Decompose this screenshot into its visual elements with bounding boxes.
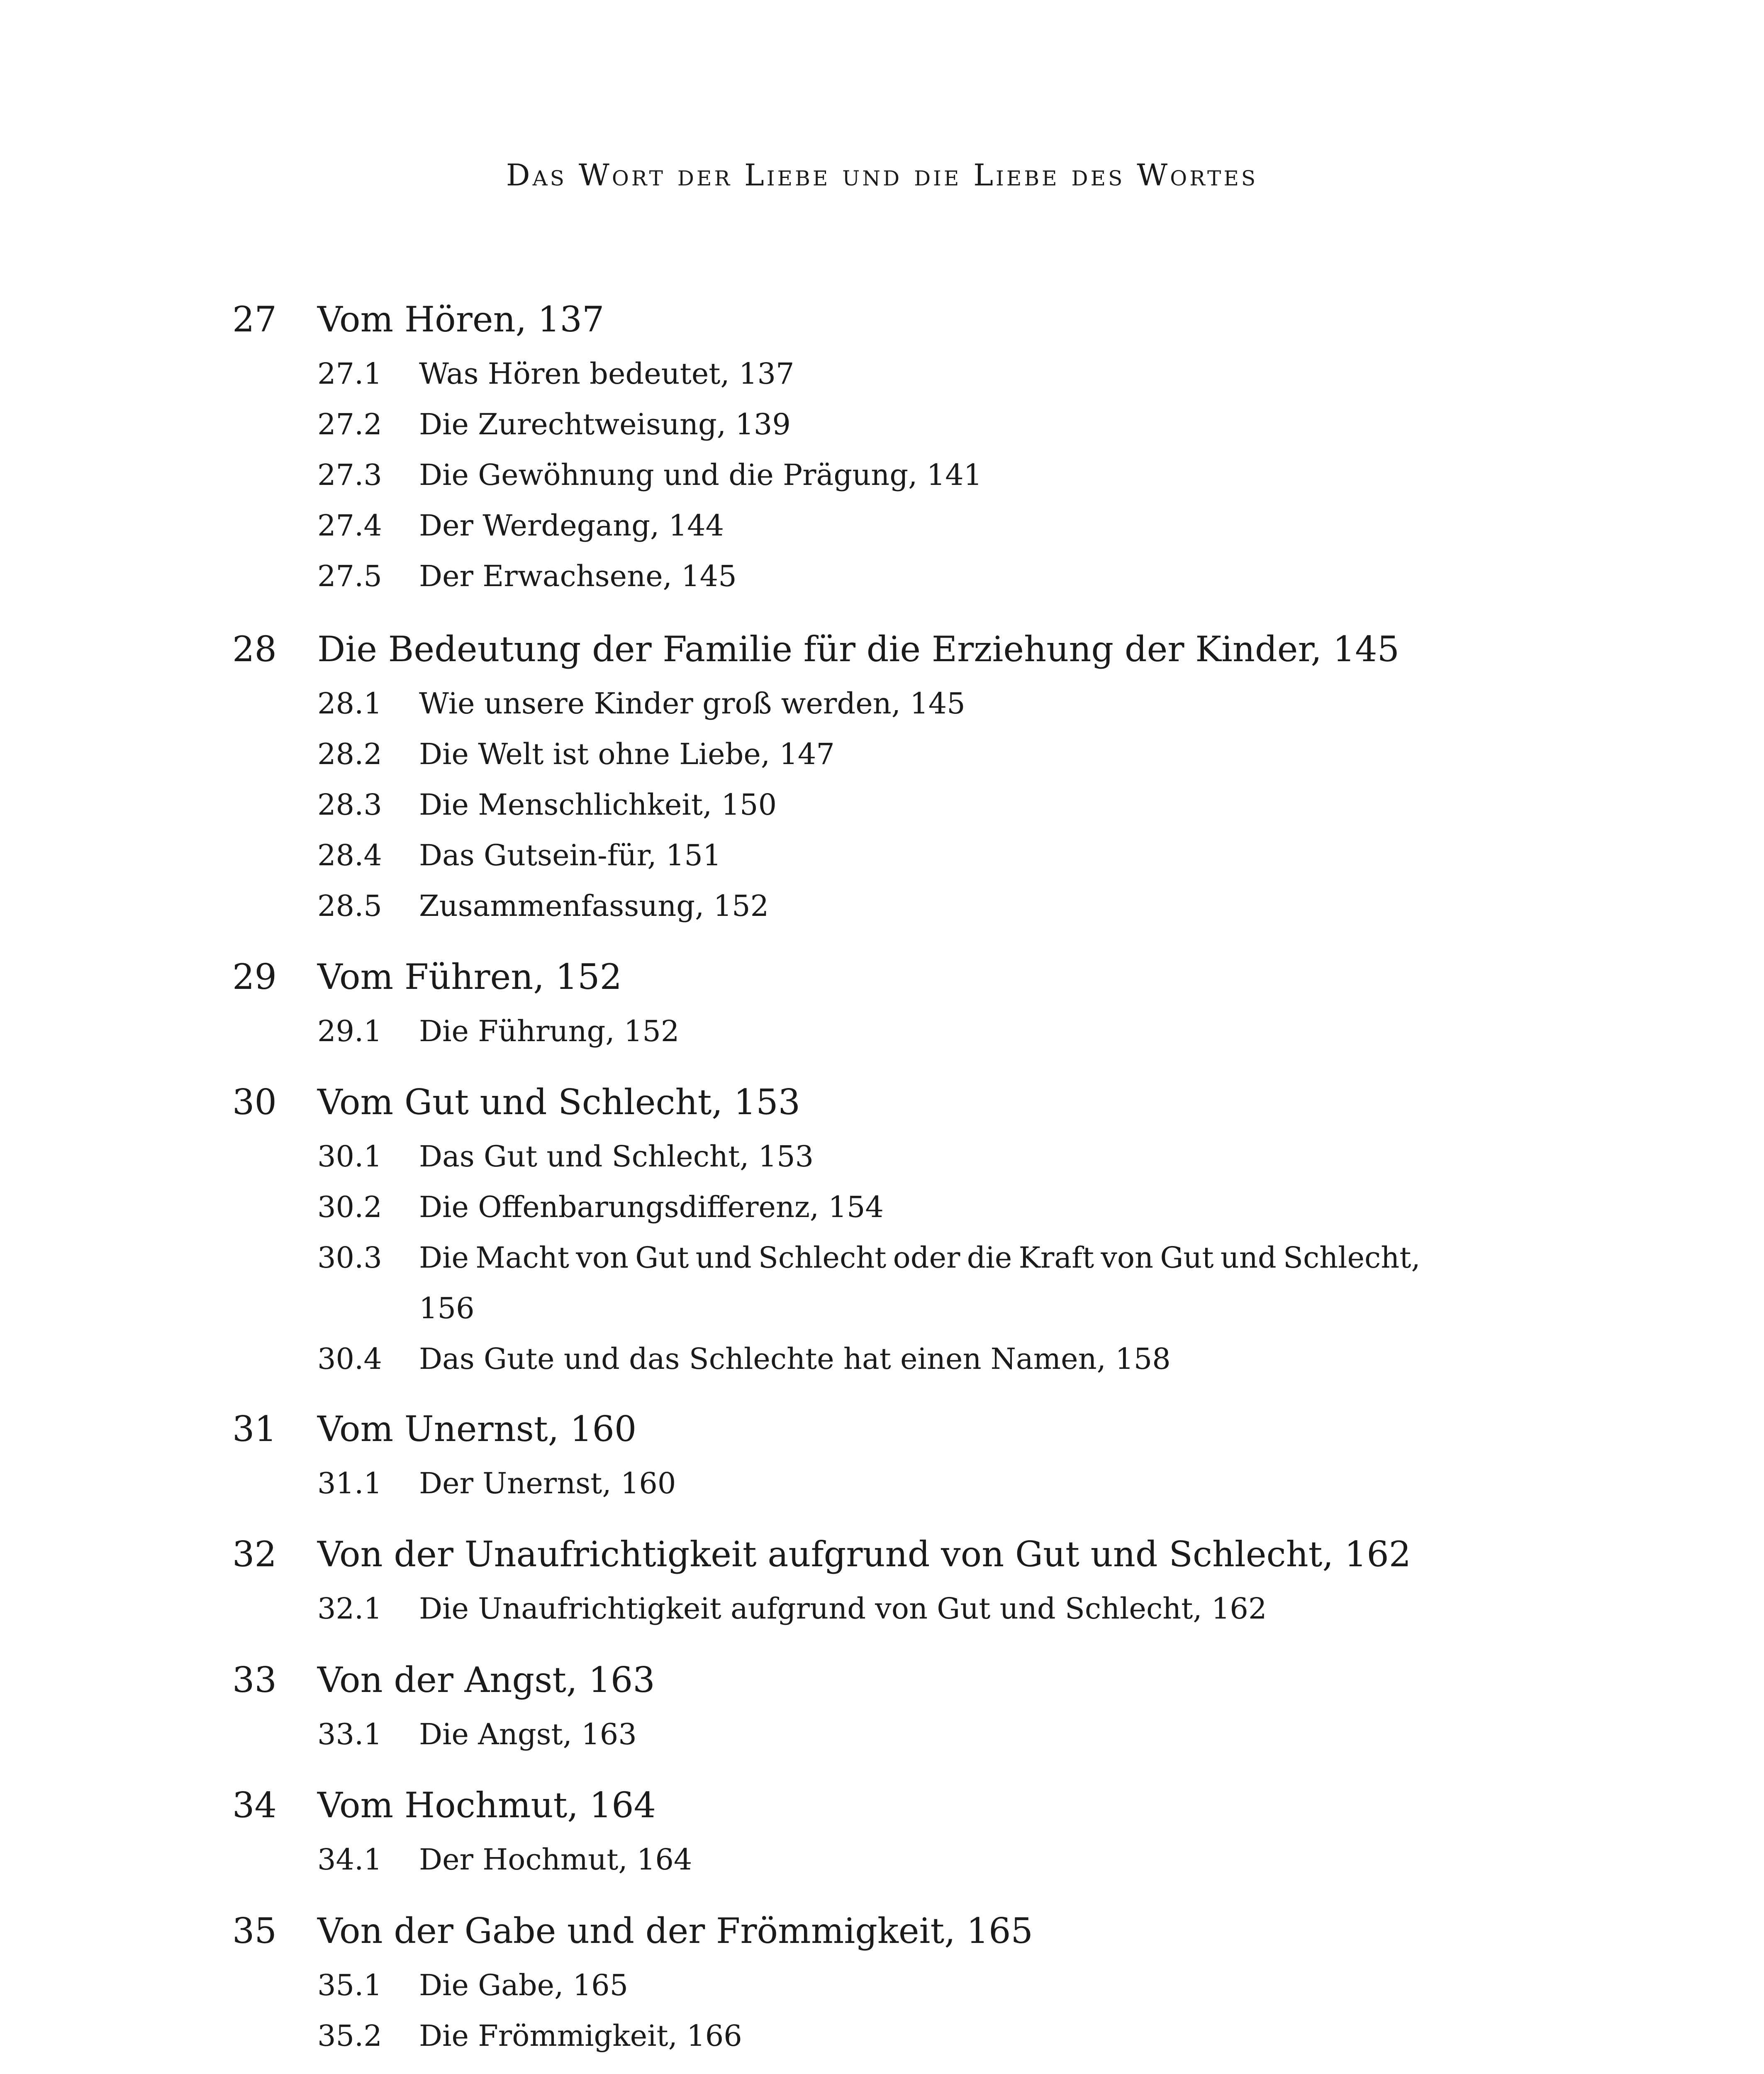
chapter-heading [0,1776,1764,1834]
chapter-number: 29 [232,957,277,997]
section-title: Der Unernst, 160 [419,1466,676,1500]
toc-chapter-29 [0,948,1764,1056]
section-number: 30.1 [317,1139,382,1173]
toc-chapter-31 [0,1400,1764,1509]
toc-section [0,1709,1764,1760]
chapter-title: Von der Angst, 163 [317,1660,655,1700]
section-title: Das Gute und das Schlechte hat einen Namen, 158 [419,1342,1171,1376]
section-number: 27.1 [317,357,382,391]
section-title: Die Führung, 152 [419,1014,680,1048]
section-list [0,1709,1764,1760]
section-number: 35.1 [317,1968,382,2002]
chapter-title: Vom Unernst, 160 [317,1409,637,1449]
section-title: Die Gewöhnung und die Prägung, 141 [419,458,982,492]
toc-chapter-33 [0,1651,1764,1760]
toc-section [0,348,1764,399]
toc-chapter-30 [0,1073,1764,1384]
section-list [0,1583,1764,1634]
toc-section [0,779,1764,830]
running-head: Das Wort der Liebe und die Liebe des Wortes [506,158,1258,192]
toc-chapter-34 [0,1776,1764,1885]
toc-chapter-32 [0,1525,1764,1634]
chapter-number: 31 [232,1409,277,1449]
section-title: Die Welt ist ohne Liebe, 147 [419,737,835,771]
section-title: Die Zurechtweisung, 139 [419,407,791,441]
section-title: Was Hören bedeutet, 137 [419,357,794,391]
toc-section [0,1334,1764,1384]
chapter-title: Vom Hören, 137 [317,299,604,340]
chapter-heading [0,290,1764,348]
chapter-heading [0,1651,1764,1709]
toc-section [0,2011,1764,2061]
toc-section [0,500,1764,551]
section-list [0,1006,1764,1056]
chapter-title: Von der Unaufrichtigkeit aufgrund von Gut und Schlecht, 162 [317,1534,1411,1575]
section-number: 32.1 [317,1592,382,1626]
toc-section [0,1960,1764,2011]
chapter-title: Vom Hochmut, 164 [317,1785,656,1826]
chapter-number: 30 [232,1082,277,1122]
section-number: 28.3 [317,788,382,822]
toc-section [0,1834,1764,1885]
toc-section [0,830,1764,881]
chapter-number: 34 [232,1785,277,1826]
section-number: 33.1 [317,1717,382,1751]
section-title: Die Unaufrichtigkeit aufgrund von Gut und Schlecht, 162 [419,1592,1267,1626]
toc-section [0,881,1764,931]
toc-section [0,1182,1764,1232]
toc-section [0,1006,1764,1056]
chapter-title: Vom Führen, 152 [317,957,622,997]
section-number: 30.2 [317,1190,382,1224]
chapter-number: 35 [232,1911,277,1951]
chapter-title: Die Bedeutung der Familie für die Erziehung der Kinder, 145 [317,629,1400,669]
toc-section [0,729,1764,779]
section-number: 28.1 [317,686,382,721]
chapter-number: 27 [232,299,277,340]
section-title: Der Werdegang, 144 [419,509,724,543]
section-title: Wie unsere Kinder groß werden, 145 [419,686,965,721]
section-title: Die Gabe, 165 [419,1968,629,2002]
section-number: 30.3 [317,1241,382,1275]
section-number: 28.2 [317,737,382,771]
toc-section [0,450,1764,500]
section-number: 28.4 [317,838,382,872]
section-list [0,678,1764,931]
section-number: 30.4 [317,1342,382,1376]
chapter-heading [0,1902,1764,1960]
toc-section [0,1232,1764,1334]
chapter-heading [0,620,1764,678]
chapter-heading [0,1400,1764,1458]
table-of-contents [0,290,1764,2074]
section-title: Die Menschlichkeit, 150 [419,788,777,822]
section-title: Die Offenbarungsdifferenz, 154 [419,1190,884,1224]
toc-section [0,1458,1764,1509]
section-title: Der Erwachsene, 145 [419,559,737,593]
section-list [0,1834,1764,1885]
toc-chapter-35 [0,1902,1764,2061]
section-title: Die Angst, 163 [419,1717,637,1751]
chapter-number: 32 [232,1534,277,1575]
toc-section [0,399,1764,450]
chapter-heading [0,948,1764,1006]
section-title: Die Frömmigkeit, 166 [419,2019,742,2053]
section-title: Der Hochmut, 164 [419,1843,692,1877]
chapter-number: 28 [232,629,277,669]
section-list [0,1131,1764,1384]
section-list [0,348,1764,601]
section-number: 31.1 [317,1466,382,1500]
chapter-heading [0,1073,1764,1131]
chapter-number: 33 [232,1660,277,1700]
toc-section [0,1583,1764,1634]
section-number: 27.2 [317,407,382,441]
chapter-heading [0,1525,1764,1583]
section-title: Die Macht von Gut und Schlecht oder die Kraft von Gut und Schlecht, 156 [419,1241,1420,1325]
toc-section [0,1131,1764,1182]
section-number: 34.1 [317,1843,382,1877]
section-number: 35.2 [317,2019,382,2053]
section-title: Zusammenfassung, 152 [419,889,769,923]
toc-chapter-28 [0,620,1764,931]
toc-section [0,678,1764,729]
section-number: 29.1 [317,1014,382,1048]
section-number: 28.5 [317,889,382,923]
section-number: 27.3 [317,458,382,492]
toc-chapter-27 [0,290,1764,601]
section-number: 27.4 [317,509,382,543]
section-title: Das Gut und Schlecht, 153 [419,1139,814,1173]
section-list [0,1960,1764,2061]
chapter-title: Vom Gut und Schlecht, 153 [317,1082,801,1122]
section-number: 27.5 [317,559,382,593]
section-title: Das Gutsein-für, 151 [419,838,721,872]
toc-section [0,551,1764,601]
chapter-title: Von der Gabe und der Frömmigkeit, 165 [317,1911,1033,1951]
section-list [0,1458,1764,1509]
